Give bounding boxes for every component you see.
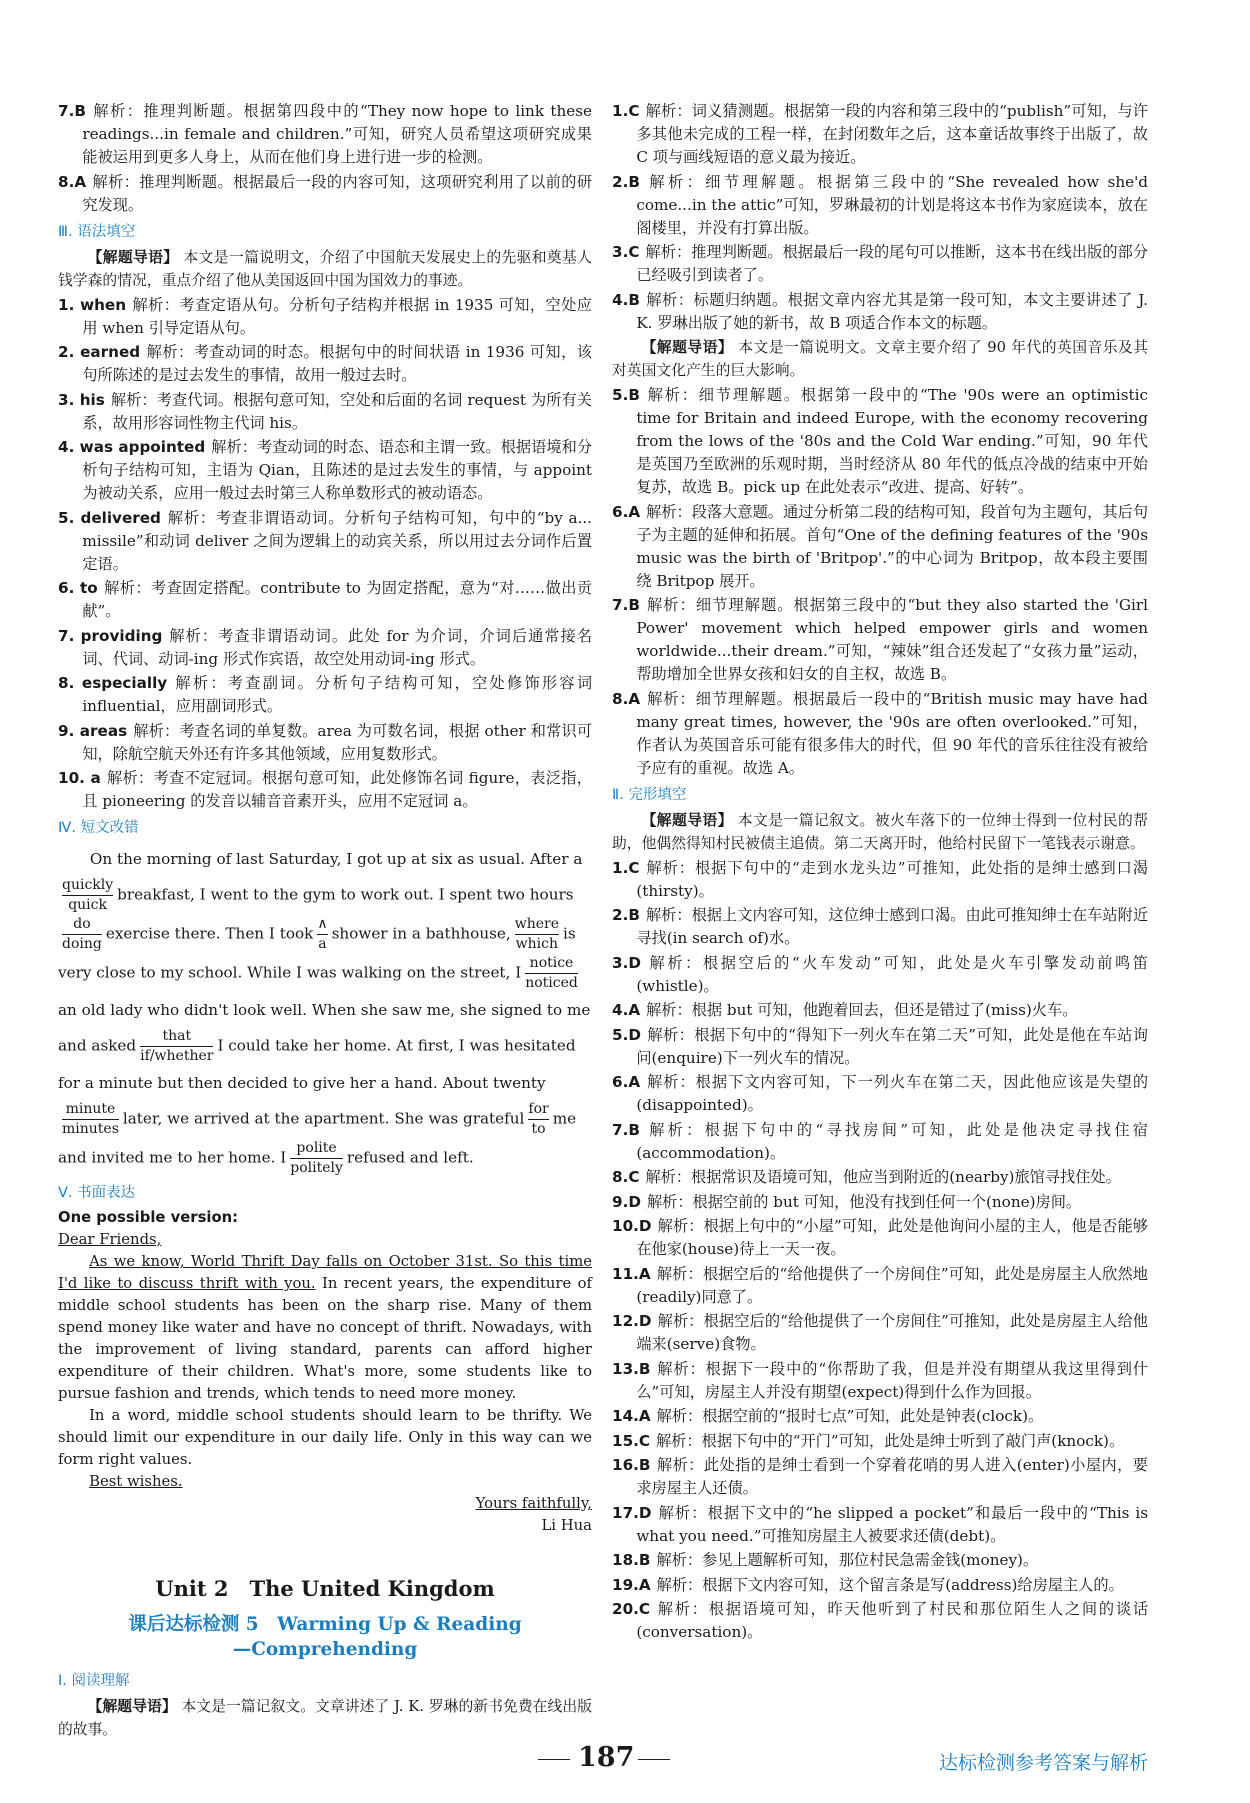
unit-title: Unit 2 The United Kingdom xyxy=(155,1576,495,1601)
answer-key: 5. delivered xyxy=(58,508,161,527)
left-column xyxy=(58,100,592,1743)
section-heading-correction: Ⅳ. 短文改错 xyxy=(58,820,139,836)
guide-grammar: 【解题导语】 本文是一篇说明文，介绍了中国航天发展史上的先驱和奠基人钱学森的情况，重点介绍了他从美国返回中国为国效力的事迹。 xyxy=(58,248,592,289)
answer-key: 7.B xyxy=(58,102,86,120)
answer-item xyxy=(58,100,592,169)
answer-item xyxy=(58,577,592,623)
answer-explanation: 解析：细节理解题。根据第三段中的“but they also started the 'Girl Power' movement which helped empower girls and women worldwide...their dream.”可知，“辣妹”组合还发起了“女孩力量”运动，帮助增加全世界女孩和妇女的自主权，故选 B。 xyxy=(636,596,1148,683)
answer-item xyxy=(612,1430,1148,1453)
answer-item xyxy=(58,389,592,435)
answer-explanation: 解析：考查非谓语动词。分析句子结构可知，句中的“by a... missile”和动词 deliver 之间为逻辑上的动宾关系，所以用过去分词作后置定语。 xyxy=(82,508,593,573)
answer-key: 1.C xyxy=(612,858,640,877)
answer-explanation: 解析：细节理解题。根据最后一段中的“British music may have had many great times, however, the '90s are often overlooked.”可知，作者认为英国音乐可能有很多伟大的时代，但 90 年代的音乐往往没有被给予应有的重视。故选 A。 xyxy=(636,689,1148,777)
answer-key: 2.B xyxy=(612,172,640,191)
answer-list xyxy=(612,857,1148,1645)
answer-explanation: 解析：推理判断题。根据第四段中的“They now hope to link these readings...in female and children.”可知，研究人员希望这项研究成果能被运用到更多人身上，从而在他们身上进行进一步的检测。 xyxy=(82,102,592,166)
answer-item xyxy=(612,1215,1148,1261)
correction-mark: that if/whether xyxy=(140,1028,214,1064)
answer-explanation: 解析：根据下文内容可知，这个留言条是写(address)给房屋主人的。 xyxy=(656,1575,1124,1594)
answer-key: 8.A xyxy=(58,172,87,191)
answer-explanation: 解析：考查名词的单复数。area 为可数名词，根据 other 和常识可知，除航空航天外还有许多其他领域，应用复数形式。 xyxy=(82,721,593,763)
answer-key: 8. especially xyxy=(58,674,168,692)
answer-key: 9.D xyxy=(612,1192,641,1211)
error-correction-passage: On the morning of last Saturday, I got up at six as usual. After a quickly quick breakfast, I went to the gym to work out. I spent two hours do doing exercise there. Then I took ∧ a shower in a bathhouse, where which is very close to my school. While I was walking on the street, I notice noticed an old lady who didn't look well. When she saw me, she signed to me and asked that if/whether I could take her home. At first, I was hesitated for a minute but then decided to give her a hand. About twenty minute minutes later, we arrived at the apartment. She was grateful for to me and invited me to her home. I polite politely refused and left. xyxy=(58,850,591,1176)
answer-explanation: 解析：考查动词的时态。根据句中的时间状语 in 1936 可知，该句所陈述的是过去发生的事情，故用一般过去时。 xyxy=(82,343,592,384)
answer-explanation: 解析：根据下句中的“走到水龙头边”可推知，此处指的是绅士感到口渴(thirsty)。 xyxy=(636,858,1148,900)
answer-item xyxy=(612,1574,1148,1597)
answer-item xyxy=(612,1071,1148,1117)
answer-explanation: 解析：考查动词的时态、语态和主谓一致。根据语境和分析句子结构可知，主语为 Qian，且陈述的是过去发生的事情，与 appoint 为被动关系，应用一般过去时第三人称单数形式的被动语态。 xyxy=(82,438,593,502)
correction-mark: where which xyxy=(514,916,559,952)
answer-explanation: 解析：根据下句中的“得知下一列火车在第二天”可知，此处是他在车站询问(enquire)下一列火车的情况。 xyxy=(636,1025,1148,1067)
answer-explanation: 解析：细节理解题。根据第一段中的“The '90s were an optimistic time for Britain and indeed Europe, with the economy recovering from the lows of the '80s and the Cold War ending.”可知，90 年代是英国乃至欧洲的乐观时期，当时经济从 80 年代的低点冷战的结束中开始复苏，故选 B。pick up 在此处表示“改进、提高、好转”。 xyxy=(636,386,1148,496)
answer-item xyxy=(58,341,592,387)
answer-explanation: 解析：考查定语从句。分析句子结构并根据 in 1935 可知，空处应用 when 引导定语从句。 xyxy=(82,295,592,337)
answer-item xyxy=(612,1119,1148,1165)
answer-list xyxy=(612,100,1148,335)
answer-explanation: 解析：考查代词。根据句意可知，空处和后面的名词 request 为所有关系，故用形容词性物主代词 his。 xyxy=(82,390,592,432)
answer-item xyxy=(58,436,592,505)
answer-key: 6.A xyxy=(612,502,641,521)
answer-explanation: 解析：根据下句中的“开门”可知，此处是绅士听到了敲门声(knock)。 xyxy=(656,1431,1125,1450)
answer-item xyxy=(58,507,592,576)
answer-explanation: 解析：根据下文内容可知，下一列火车在第二天，因此他应该是失望的(disappointed)。 xyxy=(636,1073,1148,1114)
answer-item xyxy=(612,1358,1148,1404)
answer-key: 4. was appointed xyxy=(58,438,206,456)
answer-item xyxy=(612,904,1148,950)
answer-key: 18.B xyxy=(612,1551,651,1569)
answer-key: 8.C xyxy=(612,1168,640,1186)
answer-item xyxy=(58,294,592,340)
answer-item xyxy=(612,952,1148,998)
answer-explanation: 解析：此处指的是绅士看到一个穿着花哨的男人进入(enter)小屋内，要求房屋主人还债。 xyxy=(636,1456,1148,1497)
answer-key: 8.A xyxy=(612,689,641,708)
answer-key: 5.B xyxy=(612,386,640,404)
correction-mark: ∧ a xyxy=(317,916,328,952)
answer-item xyxy=(612,1598,1148,1644)
answer-key: 3.C xyxy=(612,243,640,261)
answer-item xyxy=(612,857,1148,903)
answer-explanation: 解析：根据上文内容可知，这位绅士感到口渴。由此可推知绅士在车站附近寻找(in search of)水。 xyxy=(636,906,1148,947)
answer-key: 20.C xyxy=(612,1600,651,1618)
answer-explanation: 解析：根据下文中的“he slipped a pocket”和最后一段中的“This is what you need.”可推知房屋主人被要求还债(debt)。 xyxy=(636,1503,1148,1545)
answer-explanation: 解析：细节理解题。根据第三段中的“She revealed how she'd come...in the attic”可知，罗琳最初的计划是将这本书作为家庭读本，放在阁楼里，并没有打算出版。 xyxy=(636,172,1148,237)
answer-key: 1. when xyxy=(58,295,127,314)
answer-item xyxy=(612,1263,1148,1309)
section-heading-cloze: Ⅱ. 完形填空 xyxy=(612,786,687,803)
answer-explanation: 解析：考查非谓语动词。此处 for 为介词，介词后通常接名词、代词、动词-ing 形式作宾语，故空处用动词-ing 形式。 xyxy=(82,626,592,668)
correction-mark: do doing xyxy=(62,916,102,952)
answer-explanation: 解析：考查不定冠词。根据句意可知，此处修饰名词 figure，表泛指，且 pioneering 的发音以辅音音素开头，应用不定冠词 a。 xyxy=(82,769,592,810)
answer-key: 9. areas xyxy=(58,721,128,740)
answer-item xyxy=(58,171,592,217)
right-column xyxy=(612,100,1148,1646)
answer-explanation: 解析：根据下一段中的“你帮助了我，但是并没有期望从我这里得到什么”可知，房屋主人并没有期望(expect)得到什么作为回报。 xyxy=(636,1359,1148,1401)
answer-item xyxy=(612,1191,1148,1214)
answer-key: 19.A xyxy=(612,1575,651,1594)
correction-mark: minute minutes xyxy=(62,1101,119,1137)
answer-explanation: 解析：参见上题解析可知，那位村民急需金钱(money)。 xyxy=(656,1551,1039,1569)
answer-key: 3.D xyxy=(612,953,641,972)
answer-explanation: 解析：推理判断题。根据最后一段的内容可知，这项研究利用了以前的研究发现。 xyxy=(82,172,592,214)
answer-list xyxy=(58,100,592,217)
answer-explanation: 解析：根据空前的 but 可知，他没有找到任何一个(none)房间。 xyxy=(646,1192,1082,1211)
answer-item xyxy=(612,688,1148,780)
answer-explanation: 解析：根据空前的“报时七点”可知，此处是钟表(clock)。 xyxy=(656,1407,1044,1425)
answer-explanation: 解析：根据空后的“火车发动”可知，此处是火车引擎发动前鸣笛(whistle)。 xyxy=(636,953,1148,995)
answer-key: 7.B xyxy=(612,596,640,614)
answer-key: 10.D xyxy=(612,1217,652,1235)
answer-list xyxy=(58,294,592,814)
answer-key: 17.D xyxy=(612,1503,652,1522)
answer-item xyxy=(58,767,592,813)
answer-explanation: 解析：标题归纳题。根据文章内容尤其是第一段可知，本文主要讲述了 J. K. 罗琳出版了她的新书，故 B 项适合作本文的标题。 xyxy=(636,290,1148,332)
answer-key: 7.B xyxy=(612,1120,640,1139)
answer-item xyxy=(612,1310,1148,1356)
answer-item xyxy=(612,501,1148,593)
answer-key: 4.A xyxy=(612,1001,641,1019)
guide-reading-b: 【解题导语】 本文是一篇说明文。文章主要介绍了 90 年代的英国音乐及其对英国文化产生的巨大影响。 xyxy=(612,339,1148,379)
answer-item xyxy=(612,171,1148,240)
answer-key: 2. earned xyxy=(58,343,141,361)
answer-key: 2.B xyxy=(612,906,640,924)
answer-key: 12.D xyxy=(612,1312,652,1330)
answer-item xyxy=(58,720,592,766)
answer-item xyxy=(612,100,1148,169)
answer-item xyxy=(612,1454,1148,1500)
answer-explanation: 解析：根据空后的“给他提供了一个房间住”可知，此处是房屋主人欣然地(readily)同意了。 xyxy=(636,1264,1148,1306)
answer-explanation: 解析：根据空后的“给他提供了一个房间住”可推知，此处是房屋主人给他端来(serve)食物。 xyxy=(636,1312,1148,1353)
answer-key: 7. providing xyxy=(58,626,163,645)
answer-explanation: 解析：考查固定搭配。contribute to 为固定搭配，意为“对……做出贡献”。 xyxy=(82,579,592,620)
answer-item xyxy=(612,384,1148,499)
answer-explanation: 解析：推理判断题。根据最后一段的尾句可以推断，这本书在线出版的部分已经吸引到读者了。 xyxy=(636,243,1148,284)
answer-item xyxy=(612,1549,1148,1572)
answer-explanation: 解析：根据下句中的“寻找房间”可知，此处是他决定寻找住宿(accommodation)。 xyxy=(636,1120,1148,1162)
answer-key: 11.A xyxy=(612,1264,651,1283)
answer-explanation: 解析：根据上句中的“小屋”可知，此处是他询问小屋的主人，他是否能够在他家(house)待上一天一夜。 xyxy=(636,1217,1148,1258)
section-heading-reading: Ⅰ. 阅读理解 xyxy=(58,1673,130,1689)
section-heading-writing: Ⅴ. 书面表达 xyxy=(58,1185,136,1201)
answer-key: 15.C xyxy=(612,1431,651,1450)
guide-cloze: 【解题导语】 本文是一篇记叙文。被火车落下的一位绅士得到一位村民的帮助，他偶然得知村民被债主追债。第二天离开时，他给村民留下一笔钱表示谢意。 xyxy=(612,811,1148,852)
answer-list xyxy=(612,384,1148,780)
answer-explanation: 解析：根据常识及语境可知，他应当到附近的(nearby)旅馆寻找住处。 xyxy=(645,1168,1121,1186)
answer-explanation: 解析：段落大意题。通过分析第二段的结构可知，段首句为主题句，其后句子为主题的延伸和拓展。首句“One of the defining features of the '90s music was the birth of 'Britpop'.”的中心词为 Britpop，故本段主要围绕 Britpop 展开。 xyxy=(636,502,1148,590)
answer-item xyxy=(58,625,592,671)
guide-reading: 【解题导语】 本文是一篇记叙文。文章讲述了 J. K. 罗琳的新书免费在线出版的故事。 xyxy=(58,1698,592,1738)
answer-key: 10. a xyxy=(58,769,101,787)
answer-explanation: 解析：词义猜测题。根据第一段的内容和第三段中的“publish”可知，与许多其他未完成的工程一样，在封闭数年之后，这本童话故事终于出版了，故 C 项与画线短语的意义最为接近。 xyxy=(636,102,1148,166)
answer-item xyxy=(58,672,592,718)
answer-item xyxy=(612,594,1148,686)
correction-mark: notice noticed xyxy=(525,955,578,991)
answer-item xyxy=(612,1502,1148,1548)
section-heading-grammar: Ⅲ. 语法填空 xyxy=(58,223,136,240)
answer-item xyxy=(612,289,1148,335)
correction-mark: quickly quick xyxy=(62,877,114,913)
correction-mark: for to xyxy=(528,1101,549,1137)
answer-explanation: 解析：考查副词。分析句子结构可知，空处修饰形容词 influential，应用副词形式。 xyxy=(82,674,593,715)
answer-key: 13.B xyxy=(612,1359,651,1378)
answer-item xyxy=(612,1405,1148,1428)
answer-key: 5.D xyxy=(612,1025,641,1044)
answer-item xyxy=(612,999,1148,1022)
answer-key: 6.A xyxy=(612,1073,641,1091)
footer-dash-right xyxy=(638,1759,670,1760)
correction-mark: polite politely xyxy=(290,1140,343,1176)
lesson-subtitle: 课后达标检测 5 Warming Up & Reading —Comprehending xyxy=(128,1614,522,1660)
answer-key: 4.B xyxy=(612,290,640,309)
answer-key: 16.B xyxy=(612,1456,651,1474)
answer-item xyxy=(612,1024,1148,1070)
footer-title: 达标检测参考答案与解析 xyxy=(938,1752,1148,1774)
sample-essay: One possible version: Dear Friends, As we know, World Thrift Day falls on October 31st. So this time I'd like to discuss thrift with you. In recent years, the expenditure of middle school students has been on the sharp rise. Many of them spend money like water and have no concept of thrift. Nowadays, with the improvement of living standard, parents can afford higher expenditure of their children. What's more, some students like to pursue fashion and trends, which tends to need more money. In a word, middle school students should learn to be thrifty. We should limit our expenditure in our daily life. Only in this way can we form right values. Best wishes. Yours faithfully, Li Hua xyxy=(58,1209,592,1534)
page-number: 187 xyxy=(578,1742,635,1773)
answer-explanation: 解析：根据语境可知，昨天他听到了村民和那位陌生人之间的谈话(conversation)。 xyxy=(636,1600,1148,1641)
footer-dash-left xyxy=(538,1759,570,1760)
answer-key: 14.A xyxy=(612,1407,651,1425)
answer-item xyxy=(612,1166,1148,1189)
answer-explanation: 解析：根据 but 可知，他跑着回去，但还是错过了(miss)火车。 xyxy=(646,1001,1078,1019)
answer-key: 3. his xyxy=(58,390,105,409)
answer-key: 6. to xyxy=(58,579,98,597)
answer-item xyxy=(612,241,1148,287)
answer-key: 1.C xyxy=(612,102,640,120)
